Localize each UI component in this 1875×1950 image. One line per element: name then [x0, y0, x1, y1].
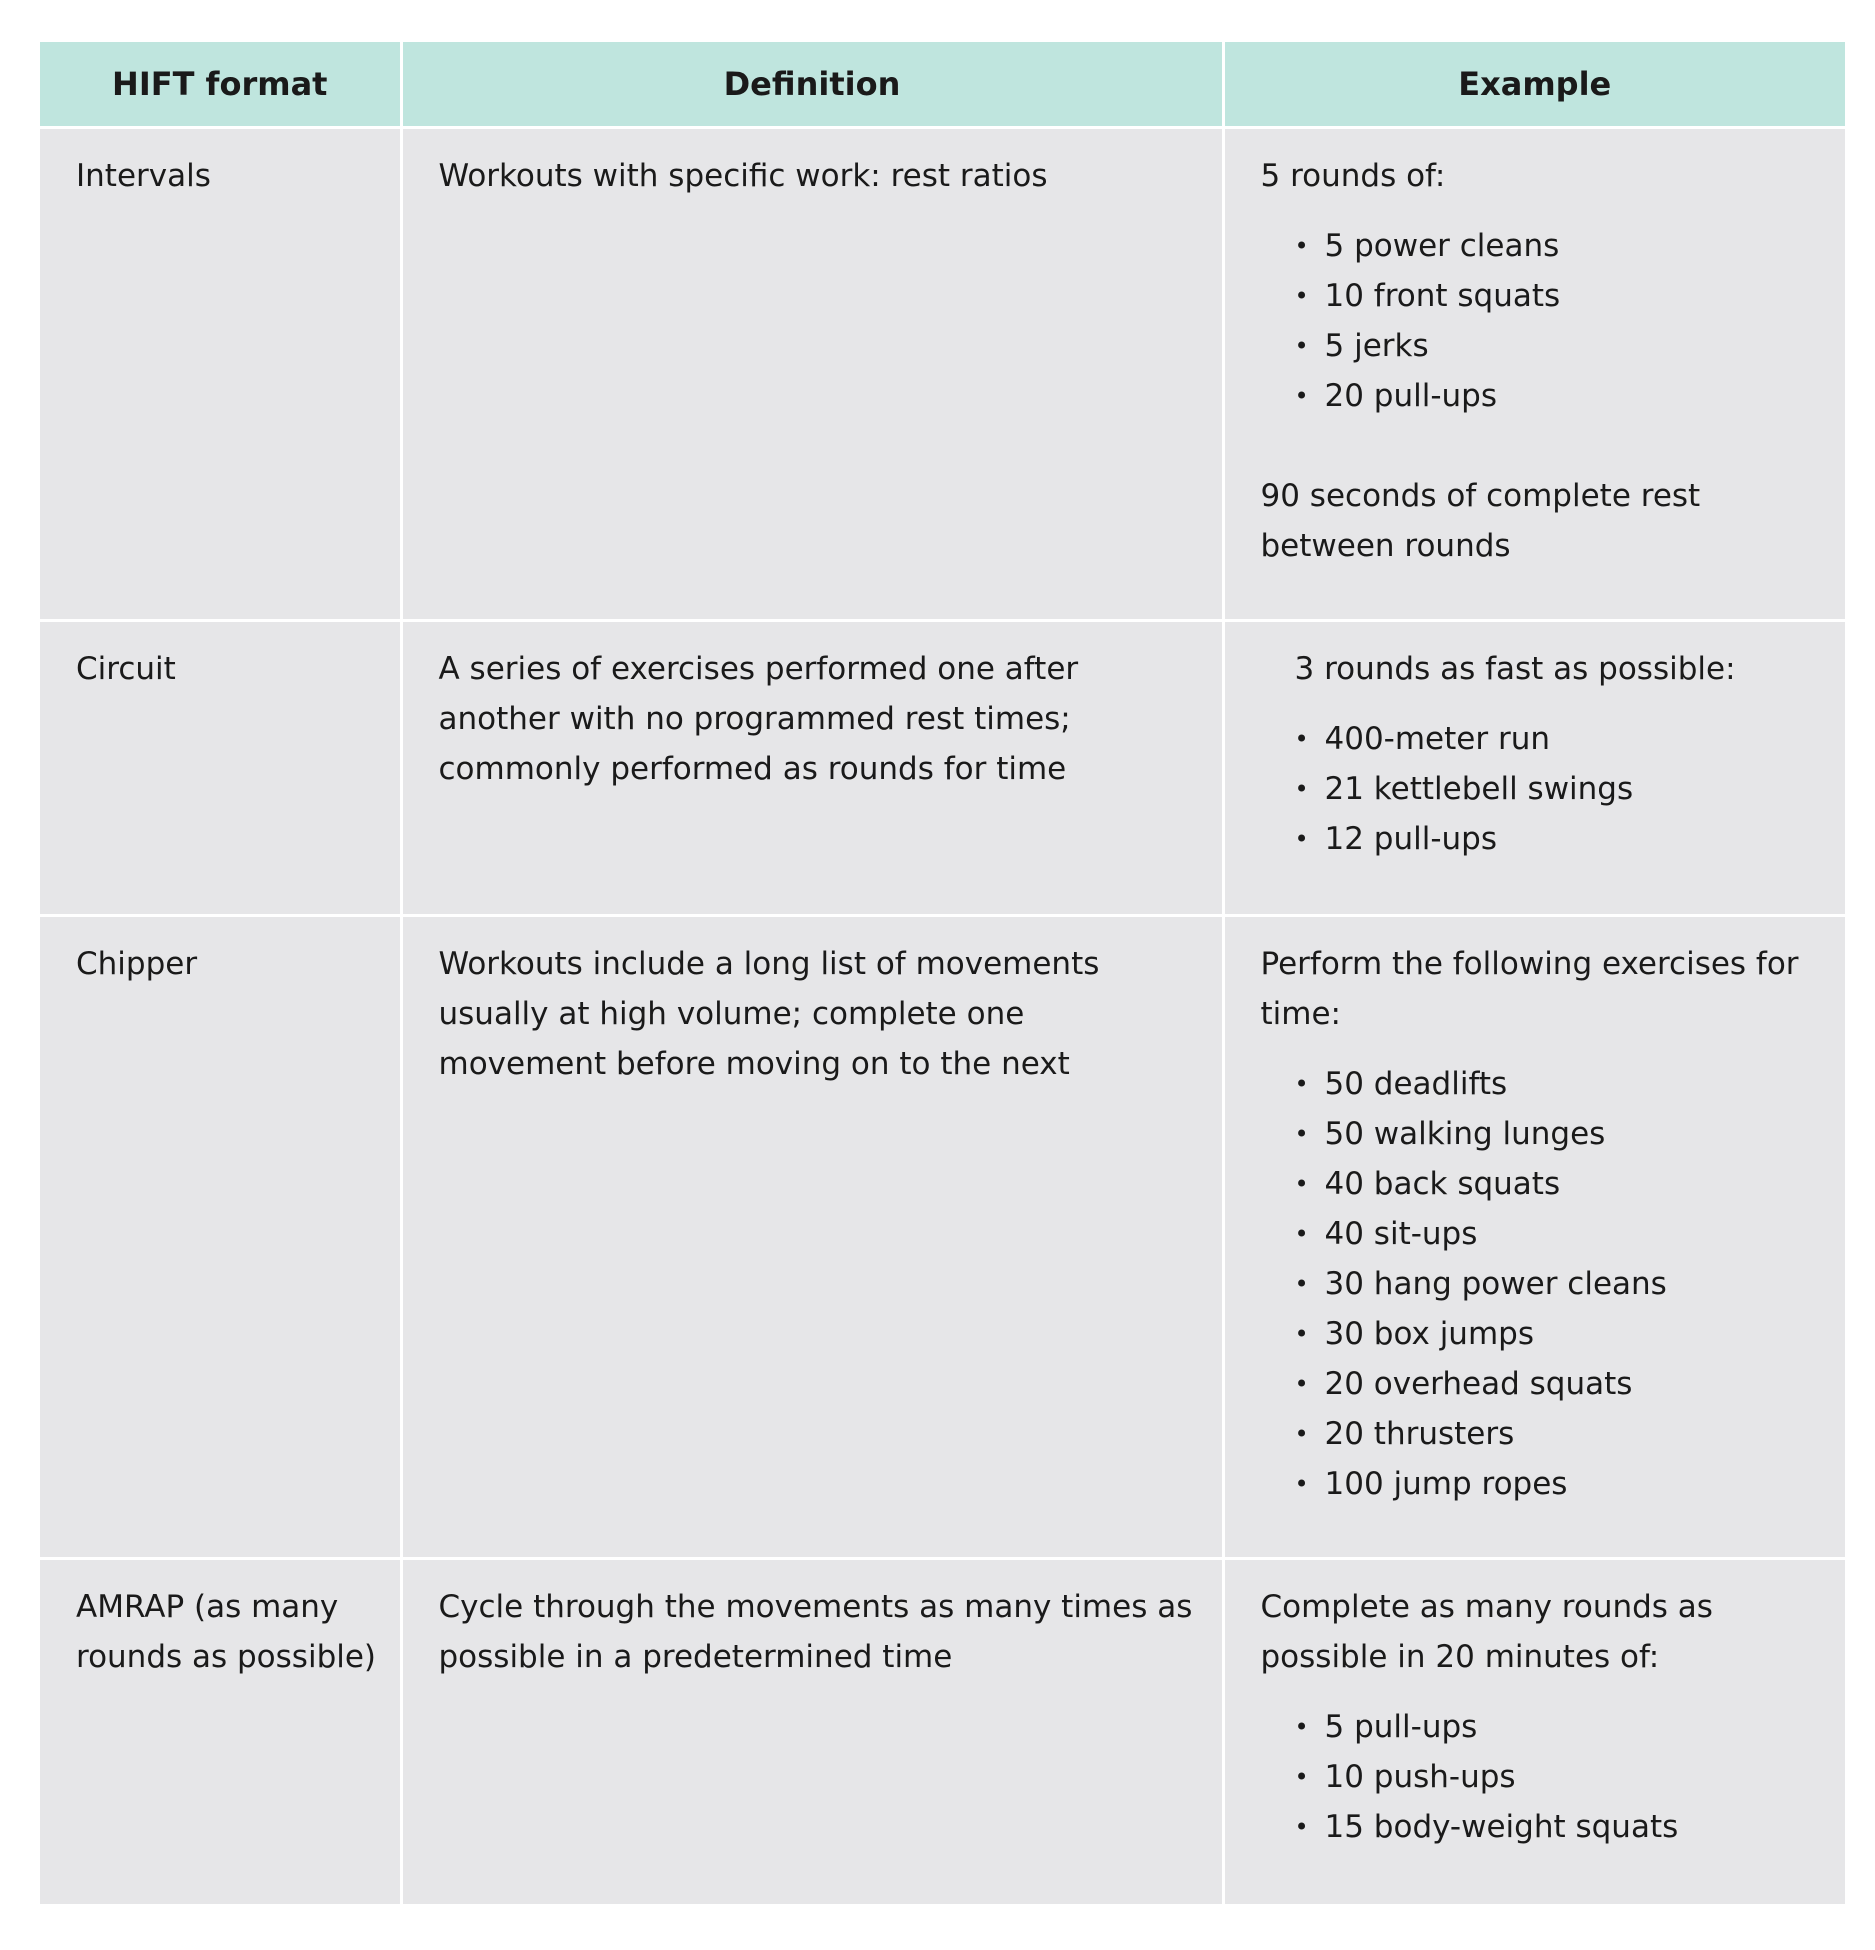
list-item: [1295, 1802, 1826, 1852]
list-item: [1295, 1459, 1826, 1509]
list-item-text: 15 body-weight squats: [1324, 1809, 1679, 1845]
bullet-icon: •: [1294, 282, 1309, 310]
format-label: AMRAP (as many rounds as possible): [76, 1589, 377, 1675]
bullet-icon: •: [1294, 1170, 1309, 1198]
list-item-text: 21 kettlebell swings: [1324, 771, 1634, 807]
format-label: Circuit: [76, 651, 176, 687]
hift-formats-table: [40, 42, 1845, 1904]
list-item: [1295, 1752, 1826, 1802]
format-cell: [40, 621, 401, 916]
list-item-text: 40 back squats: [1324, 1166, 1561, 1202]
list-item: [1295, 271, 1826, 321]
list-item-text: 20 pull-ups: [1324, 378, 1498, 414]
definition-text: Cycle through the movements as many times as possible in a predetermined time: [438, 1589, 1193, 1675]
list-item: [1295, 1159, 1826, 1209]
list-item: [1295, 814, 1826, 864]
bullet-icon: •: [1294, 1220, 1309, 1248]
table-row: [40, 621, 1845, 916]
bullet-icon: •: [1294, 1270, 1309, 1298]
format-cell: [40, 128, 401, 621]
bullet-icon: •: [1294, 1370, 1309, 1398]
list-item-text: 50 walking lunges: [1324, 1116, 1606, 1152]
list-item-text: 20 thrusters: [1324, 1416, 1515, 1452]
list-item: [1295, 1309, 1826, 1359]
example-cell: [1223, 1559, 1845, 1905]
list-item-text: 30 hang power cleans: [1324, 1266, 1667, 1302]
bullet-icon: •: [1294, 1713, 1309, 1741]
list-item: [1295, 371, 1826, 421]
list-item-text: 5 jerks: [1324, 328, 1429, 364]
bullet-icon: •: [1294, 382, 1309, 410]
header-hift-format: HIFT format: [40, 42, 401, 128]
list-item: [1295, 1209, 1826, 1259]
table-row: [40, 1559, 1845, 1905]
bullet-icon: •: [1294, 332, 1309, 360]
list-item: [1295, 1702, 1826, 1752]
example-cell: [1223, 916, 1845, 1559]
example-intro: 5 rounds of:: [1260, 158, 1446, 194]
list-item: [1295, 1059, 1826, 1109]
example-intro: Perform the following exercises for time:: [1260, 946, 1799, 1032]
definition-cell: [401, 916, 1223, 1559]
list-item: [1295, 1359, 1826, 1409]
list-item-text: 5 power cleans: [1324, 228, 1560, 264]
header-example: Example: [1223, 42, 1845, 128]
list-item: [1295, 1409, 1826, 1459]
list-item-text: 30 box jumps: [1324, 1316, 1534, 1352]
format-cell: [40, 916, 401, 1559]
list-item-text: 50 deadlifts: [1324, 1066, 1508, 1102]
list-item: [1295, 321, 1826, 371]
format-label: Intervals: [76, 158, 211, 194]
list-item: [1295, 1109, 1826, 1159]
definition-text: Workouts include a long list of movements usually at high volume; complete one movement before moving on to the next: [438, 946, 1100, 1082]
bullet-icon: •: [1294, 1813, 1309, 1841]
bullet-icon: •: [1294, 1763, 1309, 1791]
list-item-text: 20 overhead squats: [1324, 1366, 1633, 1402]
exercise-list: [1261, 221, 1826, 421]
exercise-list: [1261, 1059, 1826, 1509]
definition-cell: [401, 1559, 1223, 1905]
bullet-icon: •: [1294, 825, 1309, 853]
bullet-icon: •: [1294, 1320, 1309, 1348]
bullet-icon: •: [1294, 1070, 1309, 1098]
definition-text: A series of exercises performed one after another with no programmed rest times; commonly performed as rounds for time: [438, 651, 1079, 787]
header-definition: Definition: [401, 42, 1223, 128]
list-item-text: 5 pull-ups: [1324, 1709, 1478, 1745]
format-label: Chipper: [76, 946, 198, 982]
table-header-row: [40, 42, 1845, 128]
bullet-icon: •: [1294, 1420, 1309, 1448]
example-cell: [1223, 621, 1845, 916]
definition-text: Workouts with specific work: rest ratios: [438, 158, 1048, 194]
list-item-text: 400-meter run: [1324, 721, 1550, 757]
list-item: [1295, 221, 1826, 271]
list-item-text: 100 jump ropes: [1324, 1466, 1568, 1502]
list-item-text: 40 sit-ups: [1324, 1216, 1478, 1252]
list-item-text: 12 pull-ups: [1324, 821, 1498, 857]
list-item: [1295, 764, 1826, 814]
list-item-text: 10 front squats: [1324, 278, 1561, 314]
exercise-list: [1261, 714, 1826, 864]
bullet-icon: •: [1294, 775, 1309, 803]
definition-cell: [401, 621, 1223, 916]
example-intro: Complete as many rounds as possible in 20 minutes of:: [1260, 1589, 1713, 1675]
bullet-icon: •: [1294, 725, 1309, 753]
list-item: [1295, 714, 1826, 764]
definition-cell: [401, 128, 1223, 621]
format-cell: [40, 1559, 401, 1905]
table-row: [40, 916, 1845, 1559]
example-note: 90 seconds of complete rest between rounds: [1260, 478, 1701, 564]
bullet-icon: •: [1294, 1470, 1309, 1498]
exercise-list: [1261, 1702, 1826, 1852]
example-cell: [1223, 128, 1845, 621]
list-item: [1295, 1259, 1826, 1309]
bullet-icon: •: [1294, 232, 1309, 260]
example-intro: 3 rounds as fast as possible:: [1294, 651, 1736, 687]
bullet-icon: •: [1294, 1120, 1309, 1148]
list-item-text: 10 push-ups: [1324, 1759, 1516, 1795]
table-row: [40, 128, 1845, 621]
